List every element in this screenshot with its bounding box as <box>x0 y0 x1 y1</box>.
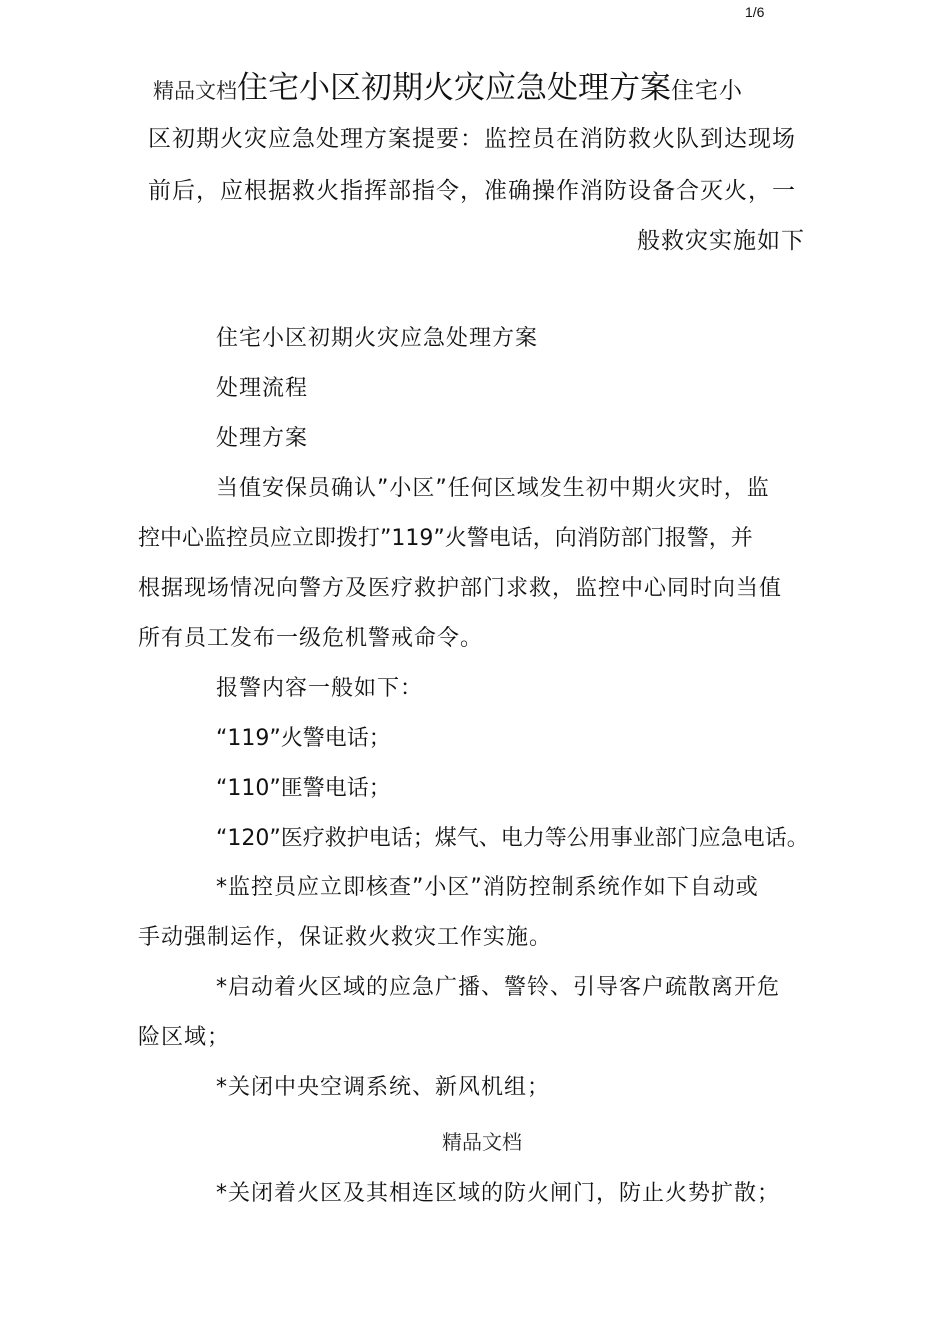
footer-label: 精品文档 <box>442 1130 522 1154</box>
broadcast-line-1: *启动着火区域的应急广播、警铃、引导客户疏散离开危 <box>216 975 781 1000</box>
alarm-intro: 报警内容一般如下： <box>216 676 424 701</box>
hvac-instruction: *关闭中央空调系统、新风机组； <box>216 1075 551 1100</box>
document-title: 住宅小区初期火灾应急处理方案 <box>237 70 671 106</box>
header-summary-line-4: 般救灾实施如下 <box>637 228 805 254</box>
alarm-item-medical: “120”医疗救护电话；煤气、电力等公用事业部门应急电话。 <box>216 826 809 851</box>
alarm-item-police: “110”匪警电话； <box>216 776 391 801</box>
firedoor-instruction: *关闭着火区及其相连区域的防火闸门，防止火势扩散； <box>216 1181 781 1206</box>
page-number: 1/6 <box>745 4 765 20</box>
para1-line-2: 控中心监控员应立即拨打”119”火警电话，向消防部门报警，并 <box>138 526 753 551</box>
header-line1-tail: 住宅小 <box>671 78 743 104</box>
section-heading-title: 住宅小区初期火灾应急处理方案 <box>216 326 539 351</box>
header-prefix: 精品文档 <box>153 79 237 103</box>
para1-line-4: 所有员工发布一级危机警戒命令。 <box>138 626 484 651</box>
para1-line-3: 根据现场情况向警方及医疗救护部门求救，监控中心同时向当值 <box>138 576 783 601</box>
document-header-line-1 <box>153 62 743 107</box>
check-line-1: *监控员应立即核查”小区”消防控制系统作如下自动或 <box>216 875 759 900</box>
alarm-item-fire: “119”火警电话； <box>216 726 391 751</box>
section-heading-process: 处理流程 <box>216 376 309 401</box>
section-heading-plan: 处理方案 <box>216 426 309 451</box>
broadcast-line-2: 险区域； <box>138 1025 231 1050</box>
para1-line-1: 当值安保员确认”小区”任何区域发生初中期火灾时，监 <box>216 476 770 501</box>
header-summary-line-2: 区初期火灾应急处理方案提要：监控员在消防救火队到达现场 <box>148 126 796 152</box>
header-summary-line-3: 前后，应根据救火指挥部指令，准确操作消防设备合灭火，一 <box>148 178 796 204</box>
check-line-2: 手动强制运作，保证救火救灾工作实施。 <box>138 925 553 950</box>
